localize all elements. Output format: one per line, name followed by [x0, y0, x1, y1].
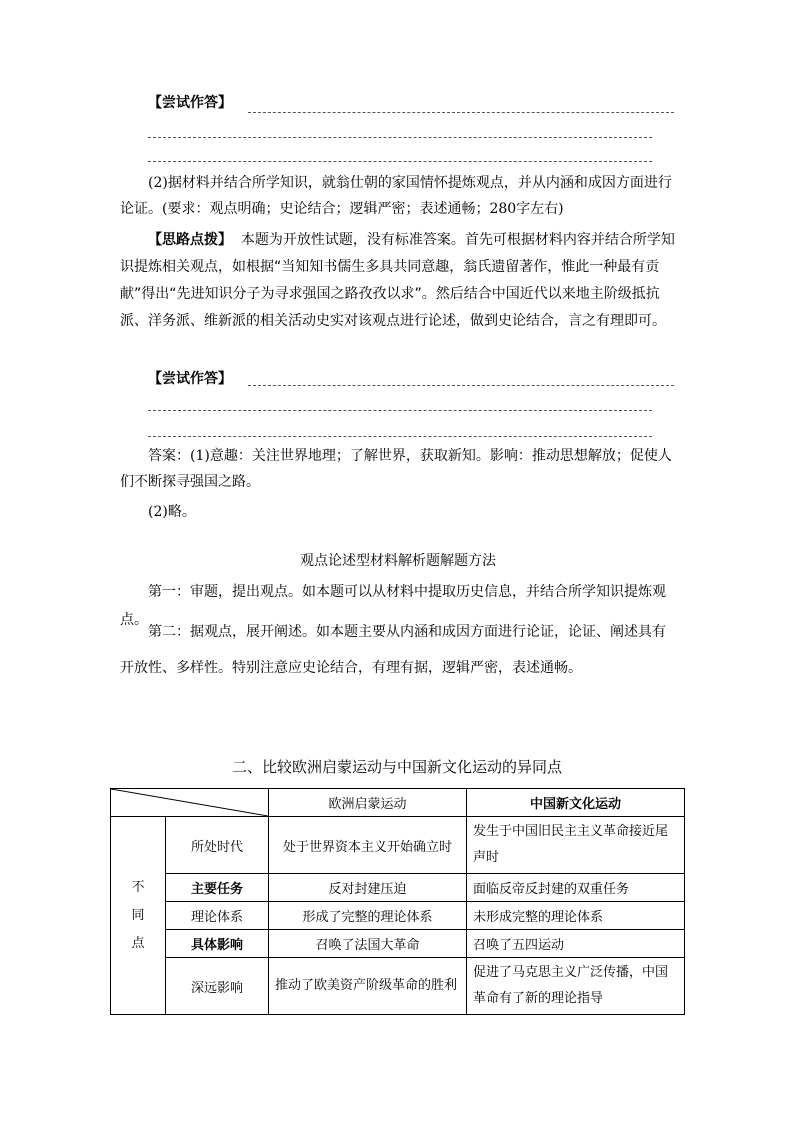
table-title: 二、比较欧洲启蒙运动与中国新文化运动的异同点: [231, 758, 562, 776]
china-cell: 面临反帝反封建的双重任务: [467, 874, 685, 902]
hint-paragraph: [120, 227, 676, 335]
table-row: [111, 958, 685, 1015]
method-step-1: 第一：审题，提出观点。如本题可以从材料中提取历史信息，并结合所学知识提炼观点。: [120, 584, 666, 628]
comparison-table: [110, 788, 685, 1015]
china-cell: 召唤了五四运动: [467, 930, 685, 958]
aspect-cell: 深远影响: [166, 958, 269, 1015]
europe-cell: 召唤了法国大革命: [269, 930, 467, 958]
group-label-differences: 不 同 点: [111, 817, 166, 1015]
method-step-2: 第二：据观点，展开阐述。如本题主要从内涵和成因方面进行论证，论证、阐述具有开放性、多样性。特别注意应史论结合，有理有据，逻辑严密，表述通畅。: [120, 624, 666, 676]
question-2: (2)据材料并结合所学知识，就翁仕朝的家国情怀提炼观点，并从内涵和成因方面进行论证。(要求：观点明确；史论结合；逻辑严密；表述通畅；280字左右): [120, 175, 672, 217]
table-row: [111, 902, 685, 930]
answer-line[interactable]: [148, 137, 652, 138]
europe-cell: 处于世界资本主义开始确立时: [269, 817, 467, 874]
aspect-cell: 具体影响: [166, 930, 269, 958]
answer-line[interactable]: [148, 410, 652, 411]
column-header-europe: 欧洲启蒙运动: [269, 789, 467, 817]
answer-2: (2)略。: [148, 504, 196, 520]
aspect-cell: 主要任务: [166, 874, 269, 902]
aspect-cell: 理论体系: [166, 902, 269, 930]
hint-label: 【思路点拨】: [148, 232, 232, 248]
method-title: 观点论述型材料解析题解题方法: [300, 553, 496, 569]
column-header-china: 中国新文化运动: [467, 789, 685, 817]
table-row: [111, 817, 685, 874]
hint-text: 本题为开放性试题，没有标准答案。首先可根据材料内容并结合所学知识提炼相关观点，如根据“当知知书儒生多具共同意趣，翁氏遗留著作，惟此一种最有贡献”得出“先进知识分子为寻求强国之路孜孜以求”。然后结合中国近代以来地主阶级抵抗派、洋务派、维新派的相关活动史实对该观点进行论述，做到史论结合，言之有理即可。: [120, 232, 675, 329]
europe-cell: 反对封建压迫: [269, 874, 467, 902]
answer-line[interactable]: [248, 112, 674, 113]
try-answer-label-2: 【尝试作答】: [148, 371, 232, 387]
china-cell: 促进了马克思主义广泛传播，中国革命有了新的理论指导: [467, 958, 685, 1015]
answer-text: 答案：(1)意趣：关注世界地理；了解世界，获取新知。影响：推动思想解放；促使人们不断探寻强国之路。: [120, 448, 672, 490]
answer-line[interactable]: [148, 161, 652, 162]
table-row: [111, 930, 685, 958]
europe-cell: 推动了欧美资产阶级革命的胜利: [269, 958, 467, 1015]
answer-line[interactable]: [148, 436, 652, 437]
europe-cell: 形成了完整的理论体系: [269, 902, 467, 930]
aspect-cell: 所处时代: [166, 817, 269, 874]
china-cell: 发生于中国旧民主主义革命接近尾声时: [467, 817, 685, 874]
china-cell: 未形成完整的理论体系: [467, 902, 685, 930]
table-row: [111, 874, 685, 902]
table-header-row: [111, 789, 685, 817]
diagonal-header-cell: [111, 789, 269, 817]
answer-line[interactable]: [248, 385, 674, 386]
try-answer-label-1: 【尝试作答】: [148, 95, 232, 111]
